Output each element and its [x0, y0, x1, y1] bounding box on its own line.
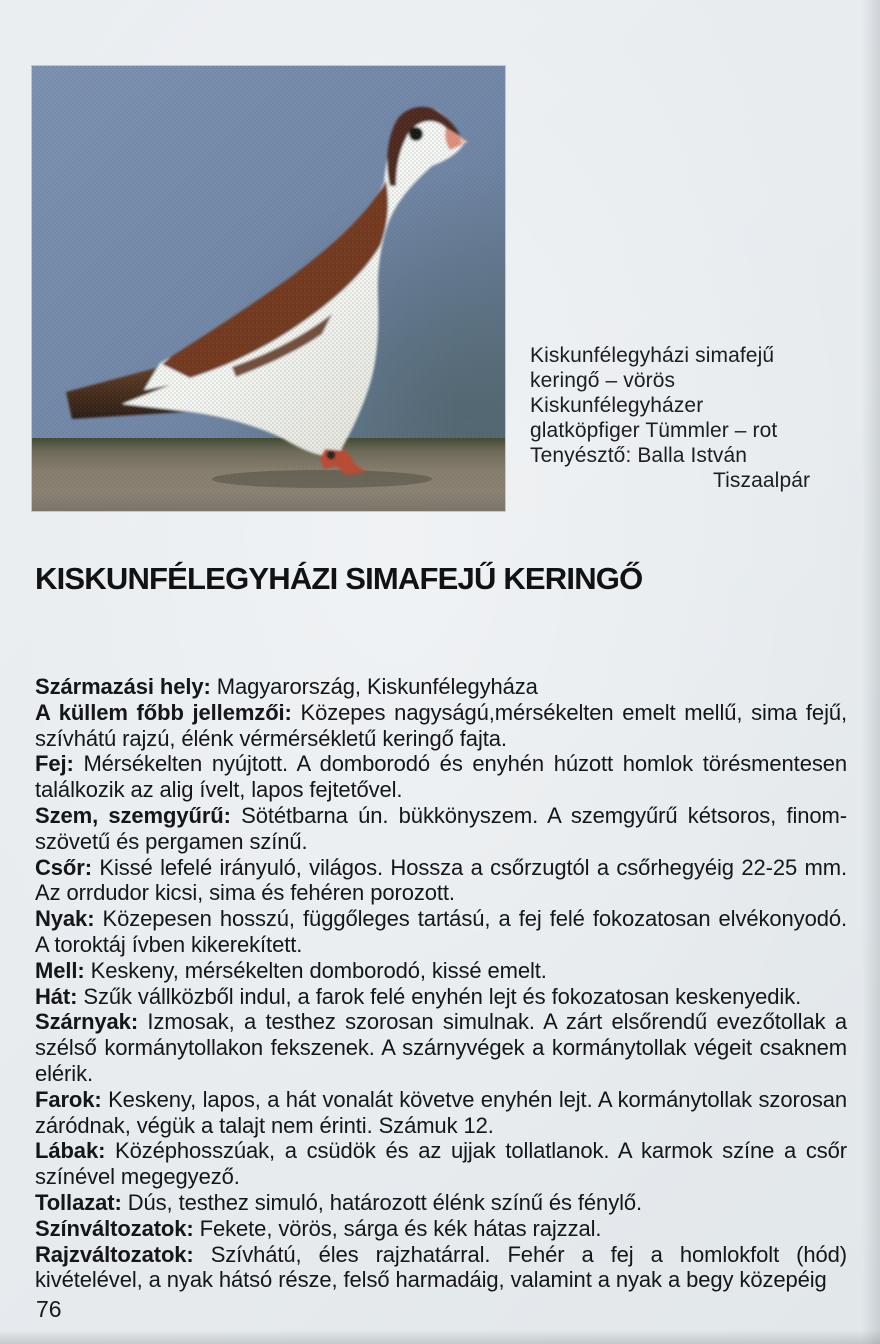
breed-attribute-paragraph [35, 855, 847, 907]
breed-attribute-paragraph [35, 984, 847, 1010]
caption-line: Tenyésztő: Balla István [530, 444, 748, 467]
breed-attribute-paragraph [35, 906, 847, 958]
breed-attribute-paragraph [35, 674, 847, 700]
breed-attribute-paragraph [35, 1087, 847, 1139]
attribute-label: Farok: [35, 1086, 102, 1112]
attribute-label: Hát: [35, 983, 78, 1009]
attribute-label: Szárnyak: [35, 1009, 139, 1035]
attribute-label: Színváltozatok: [35, 1215, 194, 1241]
pigeon-photo-art [32, 66, 505, 511]
attribute-label: Nyak: [35, 906, 95, 932]
attribute-label: Csőr: [35, 854, 92, 880]
attribute-text: Keskeny, lapos, a hát vonalát követve enyhén lejt. A kormánytollak szorosan záródnak, végük a talajt nem érinti. Számuk 12. [35, 1086, 847, 1138]
attribute-text: Szívhátú, éles rajzhatárral. Fehér a fej a homlokfolt (hód) kivételével, a nyak hátsó része, felső harmadáig, valamint a nyak a begy közepéig [35, 1241, 847, 1293]
attribute-label: Fej: [35, 751, 74, 777]
breed-description [35, 674, 847, 1293]
attribute-label: Tollazat: [35, 1189, 122, 1215]
breed-attribute-paragraph [35, 1190, 847, 1216]
attribute-label: Szem, szemgyűrű: [35, 802, 231, 828]
attribute-text: Mérsékelten nyújtott. A domborodó és enyhén húzott homlok törésmentesen találkozik az alig ívelt, lapos fejtetővel. [35, 751, 847, 803]
attribute-label: A küllem főbb jellemzői: [35, 699, 292, 725]
breed-attribute-paragraph [35, 803, 847, 855]
breed-attribute-paragraph [35, 1242, 847, 1294]
breed-attribute-paragraph [35, 1216, 847, 1242]
caption-line: Kiskunfélegyházi simafejű [530, 344, 775, 367]
page-title: KISKUNFÉLEGYHÁZI SIMAFEJŰ KERINGŐ [35, 561, 643, 596]
breed-attribute-paragraph [35, 958, 847, 984]
caption-line: Tiszaalpár [713, 469, 811, 492]
page-number: 76 [36, 1296, 62, 1322]
photo-caption [530, 343, 860, 493]
attribute-text: Magyarország, Kiskunfélegyháza [216, 674, 538, 699]
attribute-text: Izmosak, a testhez szorosan simulnak. A zárt elsőrendű evezőtollak a szélső kormánytollakon fekszenek. A szárnyvégek a kormánytollak végeit csaknem elérik. [35, 1009, 848, 1086]
halftone-texture [32, 66, 505, 511]
attribute-label: Rajzváltozatok: [35, 1241, 194, 1267]
breed-attribute-paragraph [35, 1138, 847, 1190]
pigeon-photo [32, 66, 505, 511]
attribute-text: Közepes nagyságú,mérsékelten emelt mellű, sima fejű, szívhátú rajzú, élénk vérmérsékletű keringő fajta. [35, 699, 848, 751]
scan-edge-shadow-bottom [0, 1330, 880, 1344]
attribute-text: Sötétbarna ún. bükkönyszem. A szemgyűrű kétsoros, finom-szövetű és pergamen színű. [35, 802, 847, 854]
attribute-label: Lábak: [35, 1138, 106, 1164]
attribute-text: Közepesen hosszú, függőleges tartású, a fej felé fokozatosan elvékonyodó. A toroktáj ívben kikerekített. [35, 906, 847, 957]
scan-edge-shadow-right [862, 0, 880, 1344]
caption-line: keringő – vörös [530, 369, 676, 392]
attribute-label: Mell: [35, 957, 85, 983]
attribute-text: Dús, testhez simuló, határozott élénk színű és fénylő. [127, 1189, 643, 1215]
attribute-text: Kissé lefelé irányuló, világos. Hossza a csőrzugtól a csőrhegyéig 22-25 mm. Az orrdudor kicsi, sima és fehéren porozott. [35, 854, 847, 906]
attribute-text: Szűk vállközből indul, a farok felé enyhén lejt és fokozatosan keskenyedik. [83, 983, 802, 1009]
breed-attribute-paragraph [35, 751, 847, 803]
attribute-text: Középhosszúak, a csüdök és az ujjak tollatlanok. A karmok színe a csőr színével megegyező. [35, 1138, 847, 1190]
caption-line: Kiskunfélegyházer [530, 394, 704, 417]
breed-attribute-paragraph [35, 700, 847, 752]
attribute-label: Származási hely: [35, 674, 211, 699]
attribute-text: Fekete, vörös, sárga és kék hátas rajzzal. [199, 1215, 602, 1241]
caption-line: glatköpfiger Tümmler – rot [530, 419, 778, 442]
attribute-text: Keskeny, mérsékelten domborodó, kissé emelt. [90, 957, 547, 983]
breed-attribute-paragraph [35, 1009, 847, 1086]
